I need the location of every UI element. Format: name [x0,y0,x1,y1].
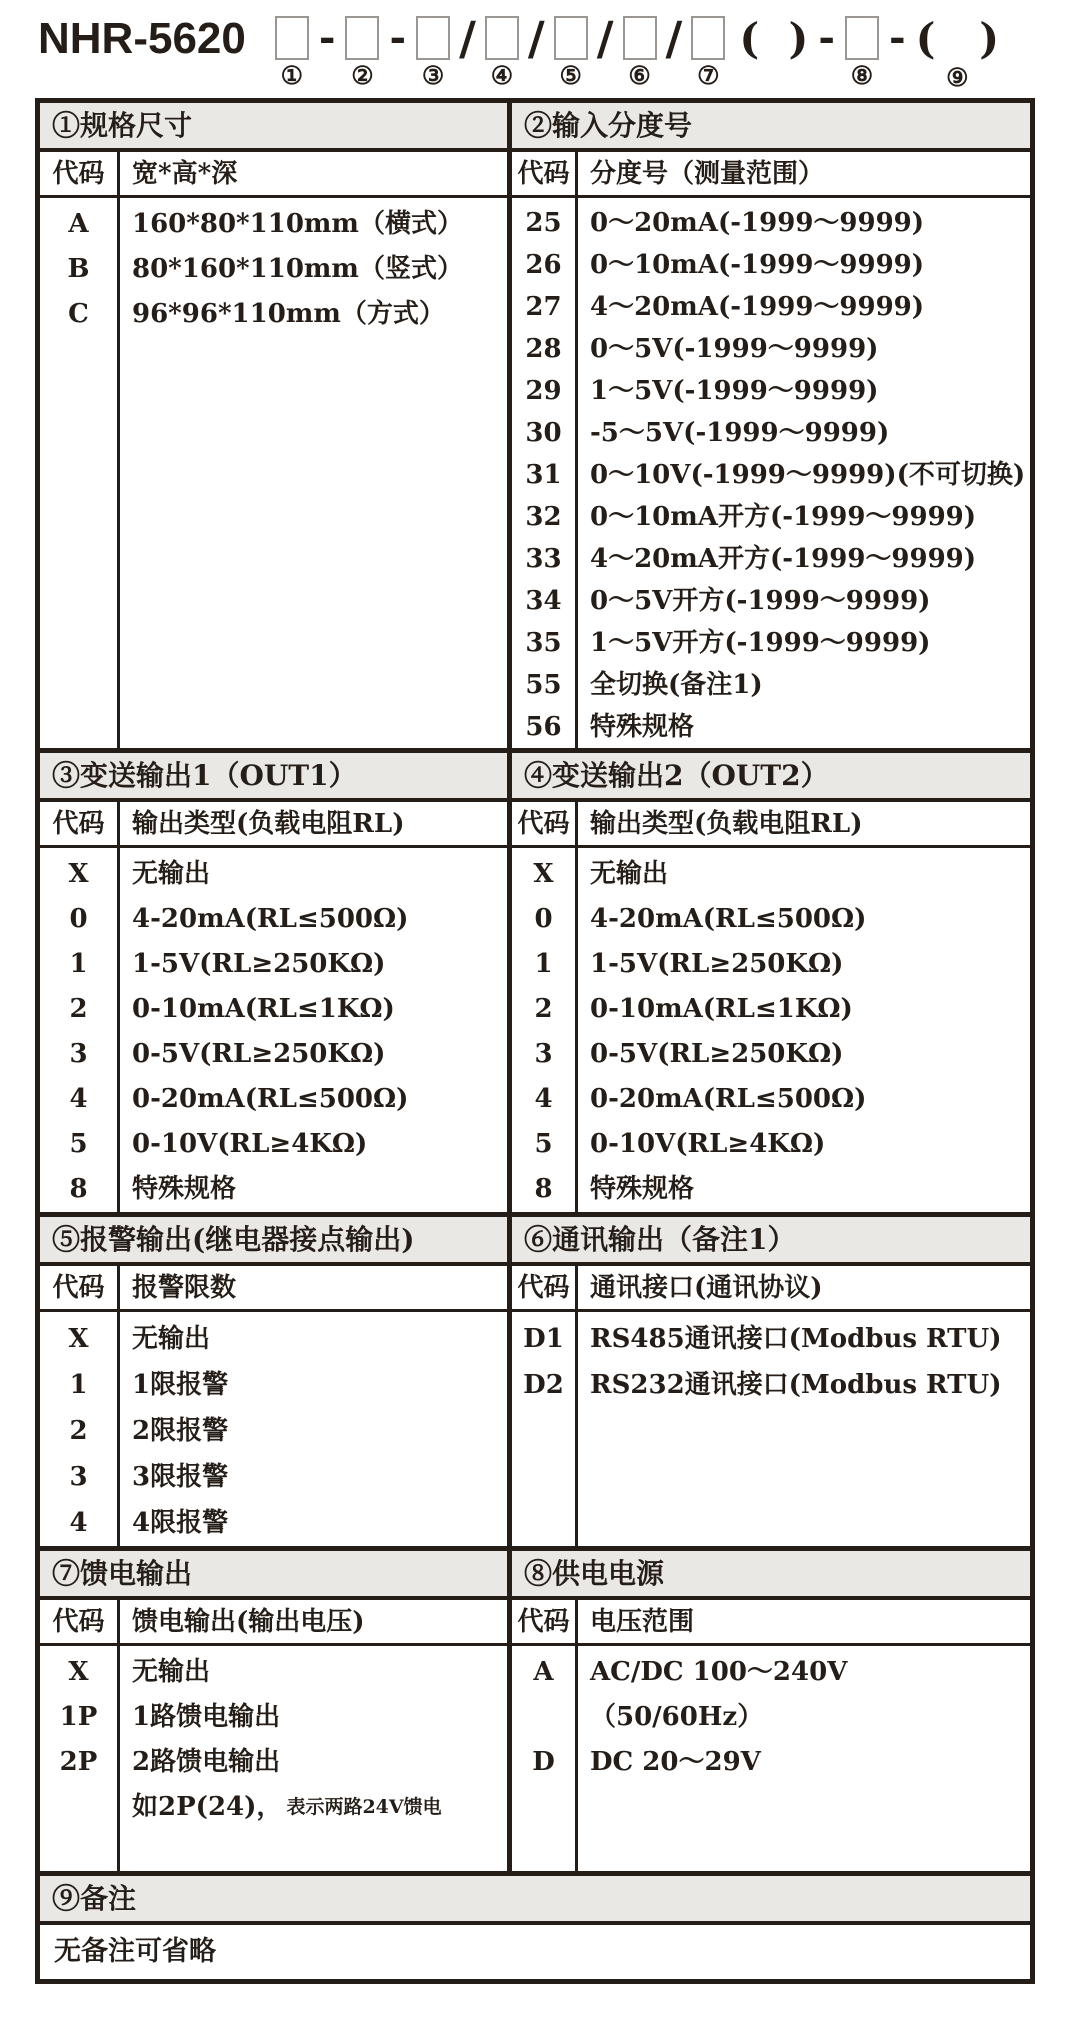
desc-cell [120,942,507,987]
desc-column [578,198,1030,748]
model-segment [275,16,309,89]
column-header-row [512,152,1030,198]
desc-cell [578,1032,1030,1077]
code-cell: 2 [534,994,553,1024]
slash-separator: / [527,11,545,65]
code-cell: 26 [525,249,562,280]
column-header-row [40,1600,507,1646]
desc-cell [578,454,1030,496]
desc-cell [578,328,1030,370]
code-cell: 3 [69,1039,88,1069]
desc-column-header: 分度号（测量范围） [590,159,825,189]
desc-text: 0～10mA开方(-1999～9999) [590,501,977,532]
desc-text: 0-10V(RL≥4KΩ) [590,1129,826,1159]
desc-column [120,1312,507,1546]
code-cell: A [68,209,89,239]
model-segment [739,16,808,62]
order-code-box [485,16,519,60]
desc-text: 4-20mA(RL≤500Ω) [590,904,867,934]
section-note-text: 无备注可省略 [54,1936,216,1967]
desc-text: 1路馈电输出 [132,1702,281,1732]
section-body [512,1646,1030,1871]
desc-column [578,1646,1030,1871]
dash-separator: - [888,14,906,61]
desc-cell [578,412,1030,454]
code-cell: 3 [534,1039,553,1069]
desc-cell [120,897,507,942]
parentheses-placeholder: ( ) [739,14,809,63]
section-body [512,1312,1030,1546]
model-segment [554,16,588,89]
desc-text: 1限报警 [132,1369,229,1400]
desc-column-header: 输出类型(负载电阻RL) [132,809,405,839]
desc-text: 2路馈电输出 [132,1747,281,1777]
column-header-row [512,1266,1030,1312]
segment-number-label: ③ [421,61,445,90]
desc-cell [120,202,507,247]
code-column-header: 代码 [512,152,578,195]
desc-text: 特殊规格 [590,1174,695,1204]
desc-text: 4限报警 [132,1507,229,1538]
desc-text: 1-5V(RL≥250KΩ) [132,949,386,979]
code-cell: A [533,1657,554,1687]
dash-separator: - [318,14,336,61]
desc-text: 96*96*110mm（方式） [132,299,445,329]
table-section [512,753,1030,1212]
desc-cell [578,852,1030,897]
code-column [512,1646,578,1871]
desc-cell [120,1408,507,1454]
column-header-row [40,1266,507,1312]
code-cell: 0 [69,904,88,934]
desc-column-header: 输出类型(负载电阻RL) [590,809,863,839]
section-title: ①规格尺寸 [40,103,507,152]
desc-cell [120,292,507,337]
section-title: ⑥通讯输出（备注1） [512,1217,1030,1266]
segment-number-label: ⑤ [559,61,582,90]
desc-cell [578,1650,1030,1695]
segment-number-label: ② [351,61,374,90]
desc-cell [120,1032,507,1077]
desc-cell [120,1167,507,1212]
order-code-box [691,16,725,60]
desc-text: 0-10V(RL≥4KΩ) [132,1129,368,1159]
code-column [512,198,578,748]
desc-text: 160*80*110mm（横式） [132,209,463,239]
section-body [40,198,507,748]
code-column-header: 代码 [512,802,578,845]
code-cell: 1P [59,1702,98,1732]
order-code-box [275,16,309,60]
desc-cell [578,706,1030,748]
table-band [40,1217,1030,1551]
segment-number-label: ⑦ [697,61,720,90]
desc-column-header: 电压范围 [590,1607,695,1637]
code-cell: D [532,1747,555,1777]
desc-cell [120,1362,507,1408]
desc-text: DC 20～29V [590,1747,761,1777]
section-title: ⑦馈电输出 [40,1551,507,1600]
segment-number-label: ⑥ [628,61,651,90]
segment-number-label: ⑨ [946,63,969,92]
order-code-box [623,16,657,60]
desc-text: 0～10V(-1999～9999)(不可切换) [590,459,1026,490]
desc-cell [578,942,1030,987]
code-column-header: 代码 [512,1266,578,1309]
desc-text: 无输出 [132,1657,211,1687]
dash-separator: - [389,14,407,61]
code-column-header: 代码 [40,802,120,845]
code-cell: X [68,1657,89,1687]
desc-cell [578,244,1030,286]
desc-column-header: 报警限数 [132,1273,237,1303]
desc-cell [578,987,1030,1032]
code-cell: 35 [525,627,562,658]
desc-text: 0-5V(RL≥250KΩ) [590,1039,844,1069]
code-cell: 29 [525,375,562,406]
code-cell: 1 [69,949,88,979]
desc-cell [578,1077,1030,1122]
desc-text: RS232通讯接口(Modbus RTU) [590,1369,1002,1400]
table-section [40,103,512,748]
desc-text: 80*160*110mm（竖式） [132,254,463,284]
model-segment [485,16,519,89]
desc-text: 0～20mA(-1999～9999) [590,207,925,238]
desc-column [578,1312,1030,1546]
code-cell: 55 [525,669,562,700]
model-segment [345,16,379,89]
code-column-header: 代码 [40,1266,120,1309]
code-cell: 32 [525,501,562,532]
code-cell: 33 [525,543,562,574]
code-cell: 8 [69,1174,88,1204]
code-cell: 8 [534,1174,553,1204]
desc-cell [120,1122,507,1167]
code-cell: 27 [525,291,562,322]
desc-text: 4-20mA(RL≤500Ω) [132,904,409,934]
desc-cell [578,1122,1030,1167]
slash-separator: / [665,11,683,65]
segment-number-label: ④ [490,61,514,90]
desc-text: 特殊规格 [590,711,695,742]
code-cell [40,1785,117,1830]
code-cell: 28 [525,333,562,364]
desc-text: 无输出 [132,859,211,889]
section-body [40,1646,507,1871]
desc-cell [120,987,507,1032]
desc-text: RS485通讯接口(Modbus RTU) [590,1323,1002,1354]
desc-cell [578,286,1030,328]
desc-column-header: 馈电输出(输出电压) [132,1607,365,1637]
desc-cell [120,247,507,292]
desc-text: 1～5V开方(-1999～9999) [590,627,931,658]
desc-text: （50/60Hz） [590,1702,764,1732]
column-header-row [40,152,507,198]
code-column [40,848,120,1212]
desc-text: 0～10mA(-1999～9999) [590,249,925,280]
desc-text: 4～20mA(-1999～9999) [590,291,925,322]
desc-cell [120,1740,507,1785]
code-cell: 4 [534,1084,553,1114]
desc-cell [578,1316,1030,1362]
order-code-box [416,16,450,60]
desc-text: 1-5V(RL≥250KΩ) [590,949,844,979]
desc-text: 0-5V(RL≥250KΩ) [132,1039,386,1069]
model-segment [845,16,879,89]
column-header-row [40,802,507,848]
table-band [40,753,1030,1217]
table-section [40,1551,512,1871]
code-cell: 5 [69,1129,88,1159]
desc-text: 0-10mA(RL≤1KΩ) [132,994,395,1024]
section-title: ②输入分度号 [512,103,1030,152]
code-column-header: 代码 [40,152,120,195]
section-title: ⑨备注 [40,1876,1030,1925]
desc-column [120,848,507,1212]
desc-cell [120,1695,507,1740]
code-column [40,1646,120,1871]
desc-column [120,1646,507,1871]
desc-cell [578,370,1030,412]
desc-cell [578,1740,1030,1785]
desc-text: 0-20mA(RL≤500Ω) [132,1084,409,1114]
desc-text: -5～5V(-1999～9999) [590,417,890,448]
code-cell: 2P [59,1747,98,1777]
code-cell: 1 [69,1369,88,1400]
code-cell: 2 [69,1415,88,1446]
desc-cell [578,496,1030,538]
section-title: ④变送输出2（OUT2） [512,753,1030,802]
model-code-line [0,0,1080,98]
code-cell: 1 [534,949,553,979]
section-body [512,198,1030,748]
code-cell: 31 [525,459,562,490]
table-section [512,103,1030,748]
code-cell: C [68,299,89,329]
desc-text: 0～5V(-1999～9999) [590,333,879,364]
model-segment [691,16,725,89]
segment-number-label: ⑧ [850,61,874,90]
desc-cell [578,202,1030,244]
section-title: ⑧供电电源 [512,1551,1030,1600]
desc-text: 1～5V(-1999～9999) [590,375,879,406]
desc-cell [578,897,1030,942]
code-cell: X [533,859,554,889]
column-header-row [512,1600,1030,1646]
table-section [40,753,512,1212]
desc-column-header: 通讯接口(通讯协议) [590,1273,823,1303]
model-segment [623,16,657,89]
code-cell: X [68,1323,89,1354]
desc-cell [578,1362,1030,1408]
desc-cell [120,1785,507,1830]
desc-cell [578,1695,1030,1740]
code-cell: 25 [525,207,562,238]
segment-number-label: ① [280,61,304,90]
desc-column [578,848,1030,1212]
code-cell: 30 [525,417,562,448]
code-column [40,198,120,748]
code-column [40,1312,120,1546]
model-segment [916,16,1000,91]
table-section-full [40,1876,1030,1979]
desc-cell [120,1500,507,1546]
code-cell: X [68,859,89,889]
table-band [40,1876,1030,1979]
code-column-header: 代码 [512,1600,578,1643]
desc-text: 如2P(24)， [132,1792,283,1822]
slash-separator: / [459,11,476,65]
code-cell: 5 [534,1129,553,1159]
section-title: ⑤报警输出(继电器接点输出) [40,1217,507,1266]
desc-text: 4～20mA开方(-1999～9999) [590,543,977,574]
desc-cell [120,1650,507,1695]
model-segment [416,16,450,89]
desc-cell [578,538,1030,580]
code-cell: D2 [523,1369,564,1400]
desc-cell [120,1454,507,1500]
order-code-box [554,16,588,60]
desc-text: 0-10mA(RL≤1KΩ) [590,994,853,1024]
table-section [40,1217,512,1546]
code-column [512,848,578,1212]
desc-cell [120,1077,507,1122]
desc-cell [578,1167,1030,1212]
code-cell: 2 [69,994,88,1024]
code-cell: 56 [525,711,562,742]
dash-separator: - [818,14,835,61]
table-section [512,1217,1030,1546]
table-section [512,1551,1030,1871]
desc-text: 2限报警 [132,1415,229,1446]
desc-cell [120,852,507,897]
selection-table [35,98,1035,1984]
desc-text: 全切换(备注1) [590,669,763,700]
desc-column [120,198,507,748]
model-prefix: NHR-5620 [38,14,246,63]
code-cell [512,1695,575,1740]
parentheses-placeholder: ( ) [915,14,1000,63]
table-band [40,1551,1030,1876]
desc-cell [578,622,1030,664]
code-cell: 34 [525,585,562,616]
table-band [40,103,1030,753]
code-cell: 0 [534,904,553,934]
desc-text: AC/DC 100～240V [590,1657,848,1687]
desc-text: 无输出 [590,859,669,889]
order-code-box [345,16,379,60]
section-body [512,848,1030,1212]
column-header-row [512,802,1030,848]
desc-text: 0-20mA(RL≤500Ω) [590,1084,867,1114]
desc-text: 特殊规格 [132,1174,237,1204]
desc-cell [120,1316,507,1362]
section-body [40,1312,507,1546]
desc-text: 无输出 [132,1323,211,1354]
code-column-header: 代码 [40,1600,120,1643]
section-body [40,848,507,1212]
code-column [512,1312,578,1546]
desc-text: 3限报警 [132,1461,229,1492]
desc-note: 表示两路24V馈电 [286,1796,442,1818]
desc-text: 0～5V开方(-1999～9999) [590,585,931,616]
desc-cell [578,580,1030,622]
code-cell: B [67,254,90,284]
code-cell: D1 [523,1323,564,1354]
desc-cell [578,664,1030,706]
code-cell: 4 [69,1507,88,1538]
code-cell: 4 [69,1084,88,1114]
code-cell: 3 [69,1461,88,1492]
desc-column-header: 宽*高*深 [132,159,238,189]
slash-separator: / [596,11,614,65]
order-code-box [845,16,879,60]
section-title: ③变送输出1（OUT1） [40,753,507,802]
